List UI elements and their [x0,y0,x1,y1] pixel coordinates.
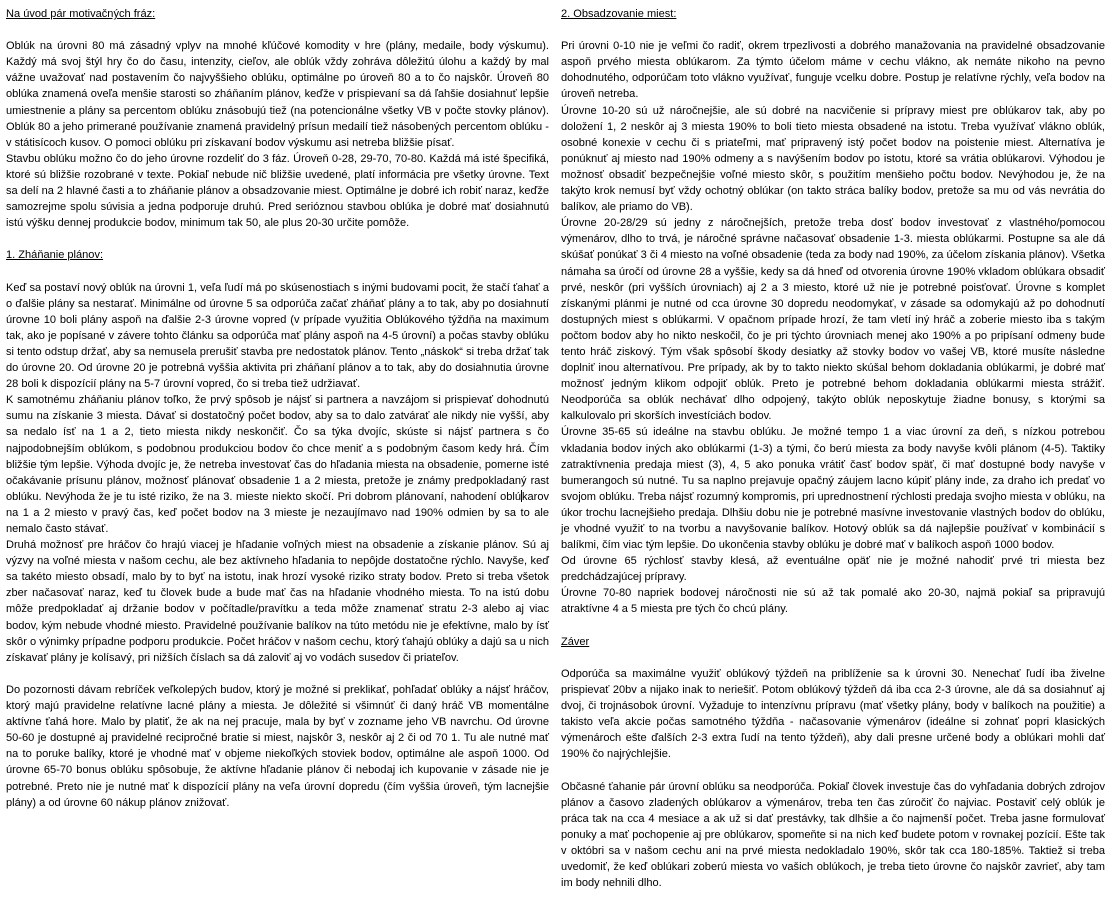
paragraph: Občasné ťahanie pár úrovní oblúku sa neodporúča. Pokiaľ človek investuje čas do vyhľadania dobrých zdrojov plánov a časovo zladených oblúkarov a výmenárov, treba ten čas zúročiť čo najviac. Postaviť celý oblúk je práca tak na cca 4 mesiace a ak už si dať prestávky, tak dlhšie a čo najmenší počet. Treba jasne formulovať ponuky a mať pochopenie aj pre oblúkarov, spomeňte si na nich keď budete potom v rovnakej pozícií. Ešte tak v októbri sa v našom cechu ani na prvé miesta nedokladalo 190%, skôr tak cca 180-185%. Taktiež si treba uvedomiť, že keď oblúkari zoberú miesta vo vašich oblúkoch, je treba tieto úrovne čo najskôr zavrieť, aby tam im body nehnili dlho. [561,780,1105,890]
spacer [6,22,549,38]
spacer [6,666,549,682]
paragraph-text-after-cursor: karov na 1 a 2 miesto v pravý čas, keď počet bodov na 3 mieste je nezaujímavo nad 190% odmien by sa to ale nemalo často stávať. [6,490,549,535]
paragraph: Úrovne 70-80 napriek bodovej náročnosti nie sú až tak pomalé ako 20-30, najmä pokiaľ sa pripravujú atraktívne 4 a 5 miesta pre tých čo chcú plány. [561,587,1105,616]
spacer [6,231,549,247]
spacer [6,264,549,280]
spacer [561,650,1105,666]
paragraph: Úrovne 35-65 sú ideálne na stavbu oblúku. Je možné tempo 1 a viac úrovní za deň, s nízkou potrebou vkladania bodov iných ako oblúkarmi (1-3) a tými, čo berú miesta za body navyše kvôli plánom (4-5). Taktiky zatraktívnenia predaja miest (3), 4, 5 ako ponuka vrátiť časť bodov späť, či mať dostupné body navyše v bumerangoch sú nutné. Tu sa naplno prejavuje opačný záujem lacno kúpiť plány inde, za draho ich predať vo svojom oblúku. Treba nájsť rozumný kompromis, pri uprednostnení rýchlosti predaja svojho miesta v oblúku, na úkor trochu lacnejšieho predaja. Dlhšiu dobu nie je potrebné masívne investovanie vlastných bodov do oblúku, je vhodné využiť to na tvorbu a navyšovanie balíkov. Hotový oblúk sa dá najlepšie používať v kombinácií s balíkmi, čím viac tým lepšie. Do ukončenia stavby oblúku je dobré mať v balíkoch aspoň 1000 bodov. [561,426,1105,552]
paragraph: Úrovne 10-20 sú už náročnejšie, ale sú dobré na nacvičenie si prípravy miest pre oblúkarov tak, aby po doložení 1, 2 neskôr aj 3 miesta 190% to boli tieto miesta obsadené na istotu. Treba využívať vlákno oblúk, osobné konexie v cechu či s priateľmi, mať pripravený istý počet bodov na poistenie miest. Alternatíva je ponúknuť aj miesto nad 190% odmeny a s navýšením bodov po istotu, ktoré sa vrátia oblúkarovi. Výhodou je možnosť obsadiť bezpečnejšie voľné miesto skôr, s použitím menšieho počtu bodov. Nevýhodou je, že na takýto krok nemusí byť vždy ochotný oblúkar (on takto stráca balíky bodov, pretože sa mu od vás nevrátia do balíkov, ale priamo do VB). [561,104,1105,214]
paragraph: Keď sa postaví nový oblúk na úrovni 1, veľa ľudí má po skúsenostiach s inými budovami pocit, že stačí ťahať a o ďalšie plány sa nestarať. Minimálne od úrovne 5 sa odporúča začať zháňať plány a to tak, aby po dosiahnutí úrovne 10 boli plány aspoň na ďalšie 2-3 úrovne vopred (v prípade využitia Oblúkového týždňa na maximum tak, ako je popísané v závere tohto článku sa odporúča mať plány aspoň na 4-5 úrovní) a počas stavby oblúku si tento odstup držať, aby sa nemusela prerušiť stavba pre nedostatok plánov. Tento „náskok“ si treba držať tak do úrovne 20. Od úrovne 20 je potrebná vyššia aktivita pri zháňaní plánov a to tak, aby do dosiahnutia úrovne 28 boli k dispozícií plány na 5-7 úrovní vopred, čo si treba tiež udržiavať. [6,281,549,391]
paragraph: Od úrovne 65 rýchlosť stavby klesá, až eventuálne opäť nie je možné nahodiť prvé tri miesta bez predchádzajúcej prípravy. [561,555,1105,584]
paragraph: Do pozornosti dávam rebríček veľkolepých budov, ktorý je možné si preklikať, pohľadať oblúky a nájsť hráčov, ktorý majú pravidelne relatívne lacné plány a miesta. Je dôležité si všimnúť či daný hráč VB momentálne aktívne ťahá hore. Malo by platiť, že ak na nej pracuje, mala by byť v zozname jeho VB navrchu. Od úrovne 50-60 je dostupné aj pravidelné recipročné bratie si miest, najskôr 3, neskôr aj 2 či od 70 1. Tu ale nutné mať na to poruke balíky, ktoré je vhodné mať v objeme niekoľkých stoviek bodov, optimálne ale aspoň 1000. Od úrovne 65-70 bonus oblúku spôsobuje, že aktívne hľadanie plánov či nebodaj ich kupovanie v zásade nie je potrebné. Preto nie je nutné mať k dispozícií plány na veľa úrovní dopredu (čím vyššia úroveň, tým lacnejšie plány) a od úrovne 60 nákup plánov znižovať. [6,683,549,809]
paragraph: Pri úrovni 0-10 nie je veľmi čo radiť, okrem trpezlivosti a dobrého manažovania na pravidelné obsadzovanie aspoň prvého miesta oblúkarom. Za týmto účelom máme v cechu vlákno, ak nemáte nikoho na pevno dohodnutého, odporúčam toto vlákno využívať, funguje vcelku dobre. Postup je relatívne rýchly, veľa bodov na úroveň netreba. [561,40,1105,101]
paragraph: Úrovne 20-28/29 sú jedny z náročnejších, pretože treba dosť bodov investovať z vlastného/pomocou výmenárov, dlho to trvá, je náročné správne načasovať obsadenie 1-3. miesta oblúkarmi. Postupne sa ale dá skúšať ponúkať 3 či 4 miesto na voľné obsadenie (teda za body nad 190%, za účelom získania plánov). Všetka námaha sa úročí od úrovne 28 a vyššie, kedy sa dá hneď od otvorenia úrovne 190% vkladom oblúkara obsadiť prvé, neskôr (pri vyšších úrovniach) aj 2 a 3 miesto, ktoré už nie je potrebné poisťovať. Úrovne s komplet získanými plánmi je nutné od cca úrovne 30 dopredu neodomykať, v zásade sa odomykajú až po dohodnutí dostupných miest s oblúkarmi. V opačnom prípade hrozí, že tam vletí iný hráč a zoberie miesto iba s takým počtom bodov aby ho nikto neskočil, čo je pri týchto úrovniach menej ako 190% a po pripísaní odmeny bude tento hráč ziskový. Tým však spôsobí škody desiatky až stovky bodov vo vašej VB, ktoré musíte následne doplniť inou alternatívou. Pre prípady, ak by to takto niekto skúšal behom dokladania oblúkarmi, je dobré mať možnosť jedným klikom odpojiť oblúk. Preto je potrebné behom dokladania oblúkarmi miesta strážiť. Neodporúča sa oblúk nechávať dlho odpojený, takýto oblúk neposkytuje žiadne bonusy, s ktorými sa kalkulovalo pri skorších investíciách bodov. [561,217,1105,423]
spacer [561,618,1105,634]
right-column [561,6,1105,891]
section-heading-places: 2. Obsadzovanie miest: [561,8,677,20]
paragraph: Druhá možnosť pre hráčov čo hrajú viacej je hľadanie voľných miest na obsadenie a získanie plánov. Sú aj výzvy na voľné miesta v našom cechu, ale bez aktívneho hľadania to nepôjde dostatočne rýchlo. Navyše, keď sa takéto miesto obsadí, malo by to byť na istotu, inak hrozí vysoké riziko straty bodov. Preto si treba všetok zber načasovať naraz, keď tu človek bude a bude mať čas na hľadanie vhodného miesta. To na istú dobu môže predpokladať aj držanie bodov v počítadle/pravítku a teda môže znamenať stratu 2-3 alebo aj viac bodov, kým nebude vhodné miesto. Pravidelné používanie balíkov na túto metódu nie je efektívne, malo by ísť skôr o výnimky prípadne podporu produkcie. Počet hráčov v našom cechu, ktorý ťahajú oblúky a dajú sa u nich získavať plány je kolísavý, pri nižších číslach sa dá zaloviť aj vo vodách susedov či priateľov. [6,539,549,664]
paragraph-text-before-cursor: K samotnému zháňaniu plánov toľko, že prvý spôsob je nájsť si partnera a navzájom si prispievať dohodnutú sumu na získanie 3 miesta. Dávať si dostatočný počet bodov, aby sa to dalo zatvárať ale nikdy nie vyšší, aby sa nedalo ísť na 1 a 2, tieto miesta nikdy neskončiť. Čo sa týka dvojíc, skúste si nájsť partnera s čo najpodobnejším oblúkom, s podobnou produkciou bodov čo chce meniť a s podobným časom kedy hrá. Čím bližšie tým lepšie. Výhoda dvojíc je, že netreba investovať čas do hľadania miesta na obsadenie, pomerne isté očakávanie prísunu plánov, možnosť plánovať obsadenie 1 a 2 miesta, pretože je známy predpokladaný rast oblúku. Nevýhoda že je tu isté riziko, že na 3. mieste niekto skočí. Pri dobrom plánovaní, nahodení oblú [6,394,549,503]
paragraph: Stavbu oblúku možno čo do jeho úrovne rozdeliť do 3 fáz. Úroveň 0-28, 29-70, 70-80. Každá má isté špecifiká, ktoré sú bližšie rozobrané v texte. Pokiaľ nebude nič bližšie uvedené, platí informácia pre všetky úrovne. Text sa delí na 2 hlavné časti a to zháňanie plánov a obsadzovanie miest. Optimálne je dobré ich robiť naraz, keďže samozrejme spolu súvisia a jedna podporuje druhú. Pred serióznou stavbou oblúka je dobré mať dosiahnutú istú výšku dennej produkcie bodov, minimum tak 50, ale plus 20-30 určite pomôže. [6,152,549,230]
spacer [561,762,1105,778]
spacer [561,22,1105,38]
paragraph: Oblúk na úrovni 80 má zásadný vplyv na mnohé kľúčové komodity v hre (plány, medaile, body výskumu). Každý má svoj štýl hry čo do času, intenzity, cieľov, ale oblúk vždy zohráva dôležitú úlohu a každý by mal vážne uvažovať nad postavením čo najvyššieho oblúku, optimálne po úroveň 80 a to čo najskôr. Úroveň 80 oblúka znamená oveľa menšie starosti so zháňaním plánov, keďže v prispievaní sa dá ľahšie dosiahnuť lepšie umiestnenie a plány sa percentom oblúku znásobujú tiež (na potencionálne všetky VB v počte stovky plánov). Oblúk 80 a jeho primerané používanie znamená pravidelný prísun medailí tiež násobených percentom oblúku - v státisícoch kusov. O pomoci oblúku pri získavaní bodov výskumu asi netreba bližšie písať. [6,40,549,149]
section-heading-conclusion: Záver [561,635,590,648]
left-column [6,6,549,811]
section-heading-plans: 1. Zháňanie plánov: [6,249,104,262]
paragraph: Odporúča sa maximálne využiť oblúkový týždeň na priblíženie sa k úrovni 30. Nenechať ľudí iba živelne prispievať 20bv a nijako inak to neriešiť. Potom oblúkový týždeň dá iba cca 2-3 úrovne, ale dá sa dosiahnuť aj dvoj, či trojnásobok úrovní. Vyžaduje to intenzívnu prípravu (mať všetky plány, body v balíkoch na použitie) a takisto veľa akcie počas samotného týždňa - načasovanie výmenárov (ideálne si zohnať popri klasických výmenároch ešte ďalších 2-3 extra ľudí na tento týždeň), aby dali presne určené body a oblúkari mohli dať 190% čo najrýchlejšie. [561,667,1105,761]
paragraph[interactable] [6,392,549,537]
section-heading-intro: Na úvod pár motivačných fráz: [6,8,156,20]
